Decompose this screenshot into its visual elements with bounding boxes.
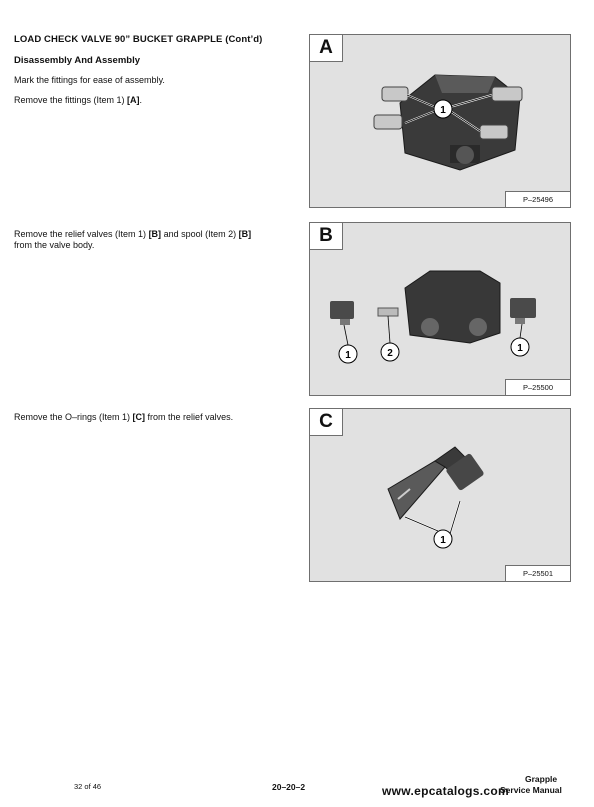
svg-text:1: 1 [440, 105, 446, 116]
instruction-mark-fittings: Mark the fittings for ease of assembly. [14, 75, 165, 85]
figure-code: P–25500 [505, 379, 570, 395]
instruction-text: and spool (Item 2) [161, 229, 239, 239]
section-subheading: Disassembly And Assembly [14, 55, 141, 66]
instruction-text: from the valve body. [14, 240, 95, 250]
instruction-text: . [139, 95, 143, 105]
figure-reference[interactable]: [A] [127, 95, 140, 105]
relief-valve-spool-illustration [310, 223, 570, 395]
figure-code: P–25501 [505, 565, 570, 581]
instruction-text: from the relief valves. [145, 412, 234, 422]
svg-text:1: 1 [345, 350, 351, 361]
figure-reference[interactable]: [B] [148, 229, 162, 239]
figure-a [309, 34, 571, 208]
svg-text:1: 1 [440, 535, 446, 546]
figure-b [309, 222, 571, 396]
manual-type: Service Manual [500, 785, 562, 795]
relief-valve-o-ring-illustration [310, 409, 570, 581]
figure-code: P–25496 [505, 191, 570, 207]
figure-reference[interactable]: [C] [132, 412, 146, 422]
valve-fittings-illustration [310, 35, 570, 207]
figure-label: C [310, 409, 343, 436]
page-heading: LOAD CHECK VALVE 90” BUCKET GRAPPLE (Cont’d) [14, 34, 263, 45]
manual-name: Grapple [525, 774, 558, 784]
figure-label: B [310, 223, 343, 250]
instruction-remove-o-rings [14, 412, 284, 423]
watermark-url[interactable]: www.epcatalogs.com [382, 784, 509, 798]
instruction-text: Remove the relief valves (Item 1) [14, 229, 149, 239]
figure-c [309, 408, 571, 582]
figure-label: A [310, 35, 343, 62]
figure-reference[interactable]: [B] [238, 229, 252, 239]
svg-text:2: 2 [387, 348, 393, 359]
svg-text:1: 1 [517, 343, 523, 354]
instruction-text: Remove the O–rings (Item 1) [14, 412, 133, 422]
page-indicator: 32 of 46 [74, 782, 102, 791]
instruction-remove-fittings [14, 95, 284, 106]
instruction-remove-relief-valves [14, 229, 284, 251]
instruction-text: Remove the fittings (Item 1) [14, 95, 128, 105]
section-code: 20–20–2 [272, 782, 306, 792]
